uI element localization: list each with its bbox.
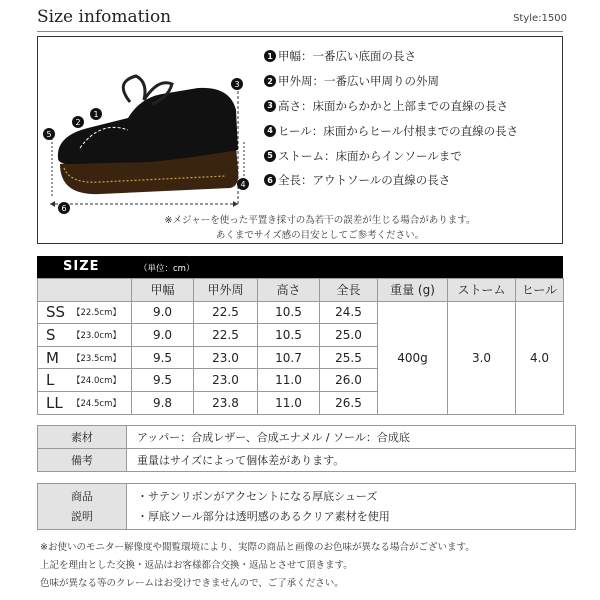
- number-icon: 6: [264, 174, 276, 186]
- footer-note-2: 上記を理由とした交換・返品はお客様都合交換・返品とさせて頂きます。: [40, 560, 353, 571]
- spec-item-storm: [264, 143, 554, 168]
- style-code: Style:1500: [513, 13, 567, 24]
- description-line-2: ・厚底ソール部分は透明感のあるクリア素材を使用: [137, 509, 390, 523]
- description-label-line2: 説明: [71, 509, 93, 523]
- number-icon: 2: [264, 75, 276, 87]
- number-icon: 5: [264, 150, 276, 162]
- size-cm: 【24.5cm】: [72, 398, 121, 409]
- spec-list: [264, 44, 554, 193]
- size-cm: 【23.5cm】: [72, 353, 121, 364]
- spec-item-heel: [264, 118, 554, 143]
- table-row: [38, 301, 564, 324]
- heel-cell: 4.0: [516, 301, 564, 414]
- length-cell: 26.0: [320, 369, 378, 392]
- size-name: M: [46, 348, 59, 367]
- size-name: S: [46, 325, 56, 344]
- page-title: Size infomation: [37, 7, 172, 27]
- size-bar-label: SIZE: [63, 259, 100, 274]
- size-cm: 【23.0cm】: [72, 330, 121, 341]
- size-table: [37, 278, 564, 415]
- size-name: LL: [46, 393, 63, 412]
- width-cell: 9.5: [132, 369, 194, 392]
- size-table-header: [38, 279, 564, 302]
- height-cell: 11.0: [258, 391, 320, 414]
- header-cell: 甲幅: [132, 279, 194, 302]
- header-cell: ヒール: [516, 279, 564, 302]
- remarks-label: 備考: [38, 449, 127, 472]
- marker-1: 1: [93, 110, 99, 119]
- number-icon: 3: [264, 100, 276, 112]
- shoe-diagram: [40, 58, 255, 218]
- spec-text: ヒール：床面からヒール付根までの直線の長さ: [278, 123, 519, 138]
- width-cell: 9.8: [132, 391, 194, 414]
- header-cell: 重量 (g): [378, 279, 448, 302]
- spec-text: 全長：アウトソールの直線の長さ: [278, 173, 451, 188]
- spec-item-girth: [264, 69, 554, 94]
- marker-2: 2: [75, 118, 81, 127]
- length-cell: 25.5: [320, 346, 378, 369]
- girth-cell: 22.5: [194, 324, 258, 347]
- length-cell: 24.5: [320, 301, 378, 324]
- spec-item-height: [264, 94, 554, 119]
- marker-4: 4: [240, 180, 246, 189]
- height-cell: 10.5: [258, 301, 320, 324]
- height-cell: 11.0: [258, 369, 320, 392]
- marker-3: 3: [234, 80, 240, 89]
- length-cell: 25.0: [320, 324, 378, 347]
- length-cell: 26.5: [320, 391, 378, 414]
- remarks-row: [38, 449, 576, 472]
- header-cell: [38, 279, 132, 302]
- header-cell: ストーム: [448, 279, 516, 302]
- spec-text: 甲外周：一番広い甲周りの外周: [278, 74, 439, 89]
- material-row: [38, 426, 576, 449]
- material-table: [37, 425, 576, 472]
- size-label-cell: [38, 324, 132, 347]
- girth-cell: 23.0: [194, 346, 258, 369]
- description-line-1: ・サテンリボンがアクセントになる厚底シューズ: [137, 489, 378, 503]
- width-cell: 9.0: [132, 301, 194, 324]
- marker-6: 6: [61, 204, 67, 213]
- size-label-cell: [38, 346, 132, 369]
- size-cm: 【22.5cm】: [72, 308, 121, 319]
- storm-cell: 3.0: [448, 301, 516, 414]
- spec-item-width: [264, 44, 554, 69]
- girth-cell: 23.8: [194, 391, 258, 414]
- description-row: [38, 484, 576, 530]
- material-label: 素材: [38, 426, 127, 449]
- size-bar-unit: （単位：cm）: [139, 264, 195, 274]
- material-value: アッパー：合成レザー、合成エナメル / ソール：合成底: [127, 426, 576, 449]
- girth-cell: 23.0: [194, 369, 258, 392]
- width-cell: 9.5: [132, 346, 194, 369]
- measure-note-2: あくまでサイズ感の目安としてご参考ください。: [215, 230, 425, 241]
- size-bar: [37, 256, 563, 278]
- header-cell: 高さ: [258, 279, 320, 302]
- size-name: L: [46, 371, 55, 390]
- spec-item-length: [264, 168, 554, 193]
- footer-note-1: ※お使いのモニター解像度や閲覧環境により、実際の商品と画像のお色味が異なる場合がございます。: [40, 542, 475, 553]
- description-table: [37, 483, 576, 530]
- measure-note-1: ※メジャーを使った平置き採寸の為若干の誤差が生じる場合があります。: [164, 215, 476, 226]
- girth-cell: 22.5: [194, 301, 258, 324]
- header-cell: 全長: [320, 279, 378, 302]
- size-label-cell: [38, 301, 132, 324]
- description-label-line1: 商品: [71, 489, 93, 503]
- size-name: SS: [46, 303, 66, 322]
- remarks-value: 重量はサイズによって個体差があります。: [127, 449, 576, 472]
- header-cell: 甲外周: [194, 279, 258, 302]
- width-cell: 9.0: [132, 324, 194, 347]
- marker-5: 5: [46, 130, 52, 139]
- height-cell: 10.5: [258, 324, 320, 347]
- spec-text: 高さ：床面からかかと上部までの直線の長さ: [278, 98, 508, 113]
- weight-cell: 400g: [378, 301, 448, 414]
- footer-note-3: 色味が異なる等のクレームはお受けできませんので、ご了承ください。: [40, 578, 344, 589]
- number-icon: 4: [264, 125, 276, 137]
- shoe-upper: [58, 88, 238, 164]
- title-divider: [37, 31, 563, 32]
- spec-text: ストーム：床面からインソールまで: [278, 148, 462, 163]
- description-value: [127, 484, 576, 530]
- spec-text: 甲幅：一番広い底面の長さ: [278, 49, 416, 64]
- size-label-cell: [38, 391, 132, 414]
- height-cell: 10.7: [258, 346, 320, 369]
- description-label: [38, 484, 127, 530]
- number-icon: 1: [264, 50, 276, 62]
- size-label-cell: [38, 369, 132, 392]
- size-cm: 【24.0cm】: [72, 376, 121, 387]
